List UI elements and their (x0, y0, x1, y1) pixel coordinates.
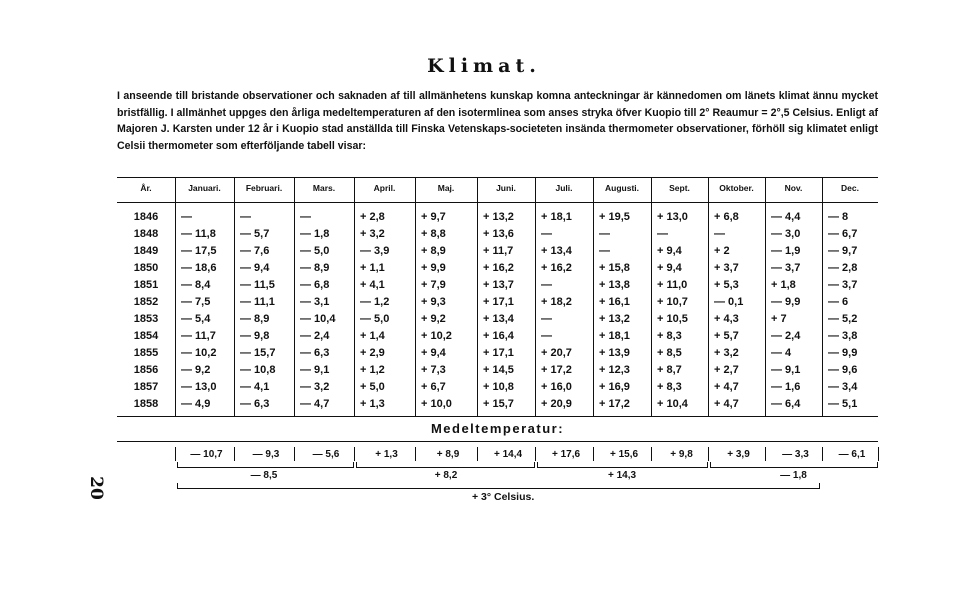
column-divider (822, 177, 823, 416)
table-cell: + 1,3 (360, 398, 385, 410)
column-divider (593, 177, 594, 416)
table-cell: + 1,2 (360, 364, 385, 376)
table-cell: — 9,1 (300, 364, 330, 376)
mean-divider (651, 447, 652, 461)
table-cell: + 2,7 (714, 364, 739, 376)
table-cell: + 12,3 (599, 364, 630, 376)
table-cell: + 20,9 (541, 398, 572, 410)
table-cell: — 6,4 (771, 398, 801, 410)
table-cell: — (541, 330, 552, 342)
row-year: 1851 (133, 279, 159, 291)
table-cell: + 7,9 (421, 279, 446, 291)
table-cell: + 16,0 (541, 381, 572, 393)
table-cell: — 3,2 (300, 381, 330, 393)
table-cell: + 16,1 (599, 296, 630, 308)
column-header: Maj. (437, 183, 455, 193)
table-cell: — (599, 245, 610, 257)
column-divider (477, 177, 478, 416)
column-header: Juli. (555, 183, 573, 193)
table-cell: + 6,7 (421, 381, 446, 393)
table-cell: + 16,2 (541, 262, 572, 274)
table-cell: — 3,1 (300, 296, 330, 308)
table-cell: + 4,7 (714, 398, 739, 410)
column-header: April. (373, 183, 396, 193)
table-cell: — 0,1 (714, 296, 744, 308)
table-cell: + 9,4 (657, 262, 682, 274)
table-cell: + 1,4 (360, 330, 385, 342)
table-cell: — 1,8 (300, 228, 330, 240)
table-cell: + 10,7 (657, 296, 688, 308)
table-cell: + 18,1 (599, 330, 630, 342)
mean-divider (415, 447, 416, 461)
table-cell: + 5,3 (714, 279, 739, 291)
table-cell: — 1,6 (771, 381, 801, 393)
table-cell: — 11,5 (240, 279, 275, 291)
monthly-mean: — 9,3 (252, 449, 280, 460)
table-cell: — 1,9 (771, 245, 801, 257)
table-cell: + 17,1 (483, 296, 514, 308)
table-cell: + 7,3 (421, 364, 446, 376)
table-cell: — 7,6 (240, 245, 270, 257)
table-cell: — 2,8 (828, 262, 858, 274)
table-cell: + 9,4 (657, 245, 682, 257)
table-cell: + 8,7 (657, 364, 682, 376)
row-year: 1850 (133, 262, 159, 274)
table-cell: + 7 (771, 313, 787, 325)
page-title: Klimat. (427, 55, 541, 77)
mean-divider (593, 447, 594, 461)
quarter-bracket (356, 462, 535, 468)
table-cell: — (657, 228, 668, 240)
table-cell: — 13,0 (181, 381, 217, 393)
table-cell: — 17,5 (181, 245, 217, 257)
table-cell: + 9,7 (421, 211, 446, 223)
table-cell: + 16,2 (483, 262, 514, 274)
season-mean: + 8,2 (434, 470, 458, 481)
table-cell: — 4,1 (240, 381, 270, 393)
table-cell: + 11,7 (483, 245, 514, 257)
column-header: År. (140, 183, 152, 193)
mean-divider (477, 447, 478, 461)
table-cell: + 8,5 (657, 347, 682, 359)
table-cell: + 2,9 (360, 347, 385, 359)
table-cell: + 9,2 (421, 313, 446, 325)
mean-divider (354, 447, 355, 461)
table-cell: — 5,1 (828, 398, 858, 410)
quarter-bracket (177, 462, 354, 468)
mean-divider (175, 447, 176, 461)
table-cell: + 16,4 (483, 330, 514, 342)
table-cell: — 3,4 (828, 381, 858, 393)
page-number: 20 (85, 476, 106, 500)
column-divider (294, 177, 295, 416)
table-cell: — 3,8 (828, 330, 858, 342)
table-cell: — (714, 228, 725, 240)
table-cell: — 4,9 (181, 398, 211, 410)
table-cell: — 5,4 (181, 313, 211, 325)
column-divider (765, 177, 766, 416)
table-cell: — (181, 211, 192, 223)
table-cell: — 9,1 (771, 364, 801, 376)
table-cell: + 13,9 (599, 347, 630, 359)
table-cell: + 11,0 (657, 279, 688, 291)
table-cell: + 17,1 (483, 347, 514, 359)
row-year: 1848 (133, 228, 159, 240)
table-cell: — (300, 211, 311, 223)
table-cell: — 1,2 (360, 296, 390, 308)
row-year: 1855 (133, 347, 159, 359)
table-cell: + 13,4 (541, 245, 572, 257)
column-divider (234, 177, 235, 416)
table-cell: — 8,4 (181, 279, 211, 291)
table-cell: + 3,2 (714, 347, 739, 359)
table-cell: + 3,7 (714, 262, 739, 274)
table-cell: — 9,9 (828, 347, 858, 359)
table-cell: + 13,7 (483, 279, 514, 291)
table-cell: — 4 (771, 347, 792, 359)
table-cell: — 8 (828, 211, 849, 223)
mean-divider (234, 447, 235, 461)
monthly-mean: + 17,6 (551, 449, 581, 460)
table-cell: + 18,2 (541, 296, 572, 308)
table-cell: + 10,5 (657, 313, 688, 325)
table-cell: + 18,1 (541, 211, 572, 223)
table-cell: + 13,6 (483, 228, 514, 240)
monthly-mean: — 5,6 (312, 449, 340, 460)
table-cell: — 15,7 (240, 347, 276, 359)
column-header: Oktober. (719, 183, 754, 193)
mean-divider (878, 447, 879, 461)
monthly-mean: + 1,3 (375, 449, 398, 460)
table-cell: — (541, 313, 552, 325)
monthly-mean: + 3,9 (727, 449, 750, 460)
table-cell: + 13,4 (483, 313, 514, 325)
annual-mean: + 3° Celsius. (472, 491, 535, 503)
monthly-mean: — 6,1 (838, 449, 866, 460)
table-cell: + 17,2 (599, 398, 630, 410)
table-cell: — 9,6 (828, 364, 858, 376)
table-cell: + 9,3 (421, 296, 446, 308)
table-cell: — 10,4 (300, 313, 336, 325)
table-top-rule (117, 177, 878, 178)
quarter-bracket (710, 462, 878, 468)
table-cell: — 5,7 (240, 228, 270, 240)
table-cell: + 17,2 (541, 364, 572, 376)
table-cell: + 8,9 (421, 245, 446, 257)
table-cell: + 3,2 (360, 228, 385, 240)
intro-paragraph: I anseende till bristande observationer och saknaden af till allmänhetens kunskap komna anteckningar är kännedomen om länets klimat ännu mycket bristfällig. I allmänhet uppges den årliga medeltemperaturen af den isotermlinea som anses stryka öfver Kuopio till 2° Reaumur = 2°,5 Celsius. Enligt af Majoren J. Karsten under 12 år i Kuopio stad anställda till Finska Vetenskaps-societeten insända thermometer observationer, förhöll sig klimatet enligt Celsii thermometer som efterföljande tabell visar: (117, 90, 878, 152)
table-cell: + 6,8 (714, 211, 739, 223)
table-cell: + 10,2 (421, 330, 452, 342)
column-divider (415, 177, 416, 416)
monthly-mean: + 14,4 (493, 449, 523, 460)
table-cell: + 13,0 (657, 211, 688, 223)
table-cell: — 8,9 (300, 262, 330, 274)
row-year: 1846 (133, 211, 159, 223)
column-divider (175, 177, 176, 416)
table-cell: — 9,8 (240, 330, 270, 342)
column-header: Nov. (784, 183, 803, 193)
climate-table (117, 177, 878, 503)
table-cell: + 9,4 (421, 347, 446, 359)
mean-divider (822, 447, 823, 461)
monthly-mean: + 8,9 (436, 449, 460, 460)
table-cell: — (541, 228, 552, 240)
table-cell: — 4,4 (771, 211, 801, 223)
table-cell: — 3,0 (771, 228, 801, 240)
column-divider (535, 177, 536, 416)
table-cell: + 2 (714, 245, 730, 257)
row-year: 1852 (133, 296, 159, 308)
row-year: 1854 (133, 330, 159, 342)
table-cell: — 5,0 (360, 313, 390, 325)
table-cell: — 6,3 (240, 398, 270, 410)
table-cell: — 8,9 (240, 313, 270, 325)
table-cell: — 11,7 (181, 330, 216, 342)
table-cell: — 5,0 (300, 245, 330, 257)
table-cell: — 4,7 (300, 398, 330, 410)
table-cell: + 10,8 (483, 381, 514, 393)
table-cell: + 15,8 (599, 262, 630, 274)
table-cell: — 5,2 (828, 313, 858, 325)
table-cell: — 10,2 (181, 347, 217, 359)
table-cell: — 10,8 (240, 364, 276, 376)
season-mean: + 14,3 (607, 470, 637, 481)
table-cell: + 14,5 (483, 364, 514, 376)
table-cell: — (240, 211, 251, 223)
medel-rule (117, 441, 878, 442)
table-cell: — 9,9 (771, 296, 801, 308)
table-cell: + 8,3 (657, 381, 682, 393)
column-divider (354, 177, 355, 416)
table-cell: + 4,7 (714, 381, 739, 393)
table-cell: + 8,8 (421, 228, 446, 240)
mean-divider (535, 447, 536, 461)
table-cell: + 13,8 (599, 279, 630, 291)
monthly-mean: + 9,8 (670, 449, 693, 460)
season-mean: — 8,5 (250, 470, 278, 481)
row-year: 1857 (133, 381, 159, 393)
table-cell: + 1,8 (771, 279, 796, 291)
mean-divider (294, 447, 295, 461)
table-cell: — 7,5 (181, 296, 211, 308)
annual-bracket (177, 483, 820, 489)
table-cell: — 18,6 (181, 262, 217, 274)
table-cell: + 19,5 (599, 211, 630, 223)
table-cell: + 4,1 (360, 279, 385, 291)
column-header: Dec. (841, 183, 859, 193)
mean-divider (708, 447, 709, 461)
mean-divider (765, 447, 766, 461)
table-cell: + 13,2 (483, 211, 514, 223)
table-cell: — 11,8 (181, 228, 216, 240)
column-divider (708, 177, 709, 416)
table-cell: + 4,3 (714, 313, 739, 325)
table-cell: — 3,9 (360, 245, 390, 257)
row-year: 1853 (133, 313, 159, 325)
table-cell: + 15,7 (483, 398, 514, 410)
column-header: Sept. (669, 183, 690, 193)
table-cell: + 8,3 (657, 330, 682, 342)
table-cell: — 11,1 (240, 296, 275, 308)
row-year: 1858 (133, 398, 159, 410)
column-divider (651, 177, 652, 416)
table-cell: + 5,0 (360, 381, 385, 393)
column-header: Februari. (245, 183, 283, 193)
table-cell: — 6,3 (300, 347, 330, 359)
row-year: 1856 (133, 364, 159, 376)
header-rule (117, 202, 878, 203)
table-cell: — (541, 279, 552, 291)
table-cell: — 9,4 (240, 262, 270, 274)
table-cell: — 2,4 (300, 330, 330, 342)
column-header: Januari. (188, 183, 221, 193)
table-cell: — 6,7 (828, 228, 858, 240)
body-bottom-rule (117, 416, 878, 417)
column-header: Mars. (312, 183, 336, 193)
medel-label: Medeltemperatur: (430, 421, 565, 436)
table-cell: + 5,7 (714, 330, 739, 342)
table-cell: + 20,7 (541, 347, 572, 359)
monthly-mean: + 15,6 (609, 449, 639, 460)
table-cell: + 9,9 (421, 262, 446, 274)
row-year: 1849 (133, 245, 159, 257)
table-cell: + 13,2 (599, 313, 630, 325)
table-cell: + 16,9 (599, 381, 630, 393)
season-mean: — 1,8 (780, 470, 807, 481)
table-cell: + 1,1 (360, 262, 385, 274)
table-cell: + 10,4 (657, 398, 688, 410)
table-cell: — (599, 228, 610, 240)
table-cell: + 2,8 (360, 211, 385, 223)
column-header: Augusti. (605, 183, 639, 193)
table-cell: + 10,0 (421, 398, 452, 410)
column-header: Juni. (496, 183, 516, 193)
quarter-bracket (537, 462, 708, 468)
table-cell: — 3,7 (771, 262, 801, 274)
monthly-mean: — 10,7 (190, 449, 223, 460)
table-cell: — 9,7 (828, 245, 858, 257)
table-cell: — 6,8 (300, 279, 330, 291)
table-cell: — 9,2 (181, 364, 211, 376)
monthly-mean: — 3,3 (782, 449, 809, 460)
table-cell: — 2,4 (771, 330, 801, 342)
table-cell: — 6 (828, 296, 849, 308)
table-cell: — 3,7 (828, 279, 858, 291)
